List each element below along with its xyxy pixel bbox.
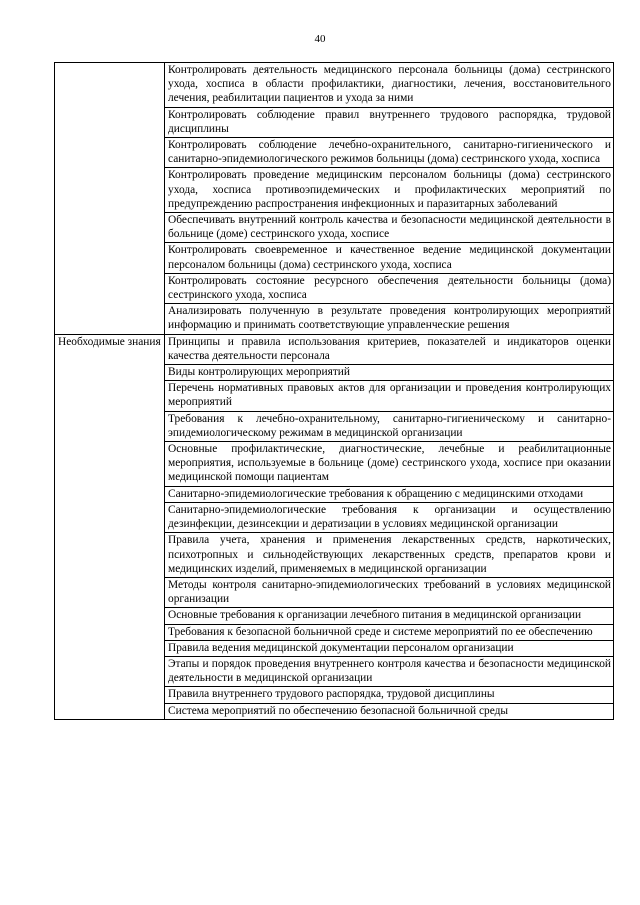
competency-table-body bbox=[55, 63, 614, 720]
requirement-cell: Правила внутреннего трудового распорядка, трудовой дисциплины bbox=[165, 687, 614, 703]
requirement-cell: Этапы и порядок проведения внутреннего контроля качества и безопасности медицинской деятельности в медицинской организации bbox=[165, 656, 614, 686]
requirement-cell: Контролировать соблюдение правил внутреннего трудового распорядка, трудовой дисциплины bbox=[165, 107, 614, 137]
requirement-cell: Основные требования к организации лечебного питания в медицинской организации bbox=[165, 608, 614, 624]
requirement-cell: Санитарно-эпидемиологические требования к обращению с медицинскими отходами bbox=[165, 486, 614, 502]
requirement-cell: Анализировать полученную в результате проведения контролирующих мероприятий информацию и принимать соответствующие управленческие решения bbox=[165, 304, 614, 334]
section-label: Необходимые знания bbox=[55, 334, 165, 719]
page-number: 40 bbox=[314, 33, 326, 45]
table-row bbox=[55, 63, 614, 108]
requirement-cell: Основные профилактические, диагностические, лечебные и реабилитационные мероприятия, используемые в больнице (доме) сестринского ухода, хосписе при оказании медицинской помощи пациентам bbox=[165, 442, 614, 487]
requirement-cell: Требования к безопасной больничной среде и системе мероприятий по ее обеспечению bbox=[165, 624, 614, 640]
requirement-cell: Принципы и правила использования критериев, показателей и индикаторов оценки качества деятельности персонала bbox=[165, 334, 614, 364]
requirement-cell: Санитарно-эпидемиологические требования к организации и осуществлению дезинфекции, дезинсекции и дератизации в условиях медицинской организации bbox=[165, 502, 614, 532]
requirement-cell: Контролировать соблюдение лечебно-охранительного, санитарно-гигиенического и санитарно-эпидемиологического режимов больницы (дома) сестринского ухода, хосписа bbox=[165, 138, 614, 168]
table-row bbox=[55, 334, 614, 364]
requirement-cell: Методы контроля санитарно-эпидемиологических требований в условиях медицинской организации bbox=[165, 577, 614, 607]
requirement-cell: Перечень нормативных правовых актов для организации и проведения контролирующих мероприятий bbox=[165, 381, 614, 411]
requirement-cell: Система мероприятий по обеспечению безопасной больничной среды bbox=[165, 703, 614, 719]
requirement-cell: Контролировать проведение медицинским персоналом больницы (дома) сестринского ухода, хосписа противоэпидемических и профилактических мероприятий по предупреждению распространения инфекционных и паразитарных заболеваний bbox=[165, 168, 614, 213]
competency-table bbox=[54, 62, 614, 720]
requirement-cell: Контролировать своевременное и качественное ведение медицинской документации персоналом больницы (дома) сестринского ухода, хосписа bbox=[165, 243, 614, 273]
requirement-cell: Контролировать состояние ресурсного обеспечения деятельности больницы (дома) сестринского ухода, хосписа bbox=[165, 273, 614, 303]
requirement-cell: Правила учета, хранения и применения лекарственных средств, наркотических, психотропных и сильнодействующих лекарственных средств, препаратов крови и медицинских изделий, применяемых в медицинской организации bbox=[165, 533, 614, 578]
requirement-cell: Правила ведения медицинской документации персоналом организации bbox=[165, 640, 614, 656]
requirement-cell: Требования к лечебно-охранительному, санитарно-гигиеническому и санитарно-эпидемиологическому режимам в медицинской организации bbox=[165, 411, 614, 441]
requirement-cell: Виды контролирующих мероприятий bbox=[165, 365, 614, 381]
requirement-cell: Обеспечивать внутренний контроль качества и безопасности медицинской деятельности в больнице (доме) сестринского ухода, хосписе bbox=[165, 213, 614, 243]
requirement-cell: Контролировать деятельность медицинского персонала больницы (дома) сестринского ухода, хосписа в области профилактики, диагностики, лечения, восстановительного лечения, реабилитации пациентов и ухода за ними bbox=[165, 63, 614, 108]
section-label bbox=[55, 63, 165, 335]
